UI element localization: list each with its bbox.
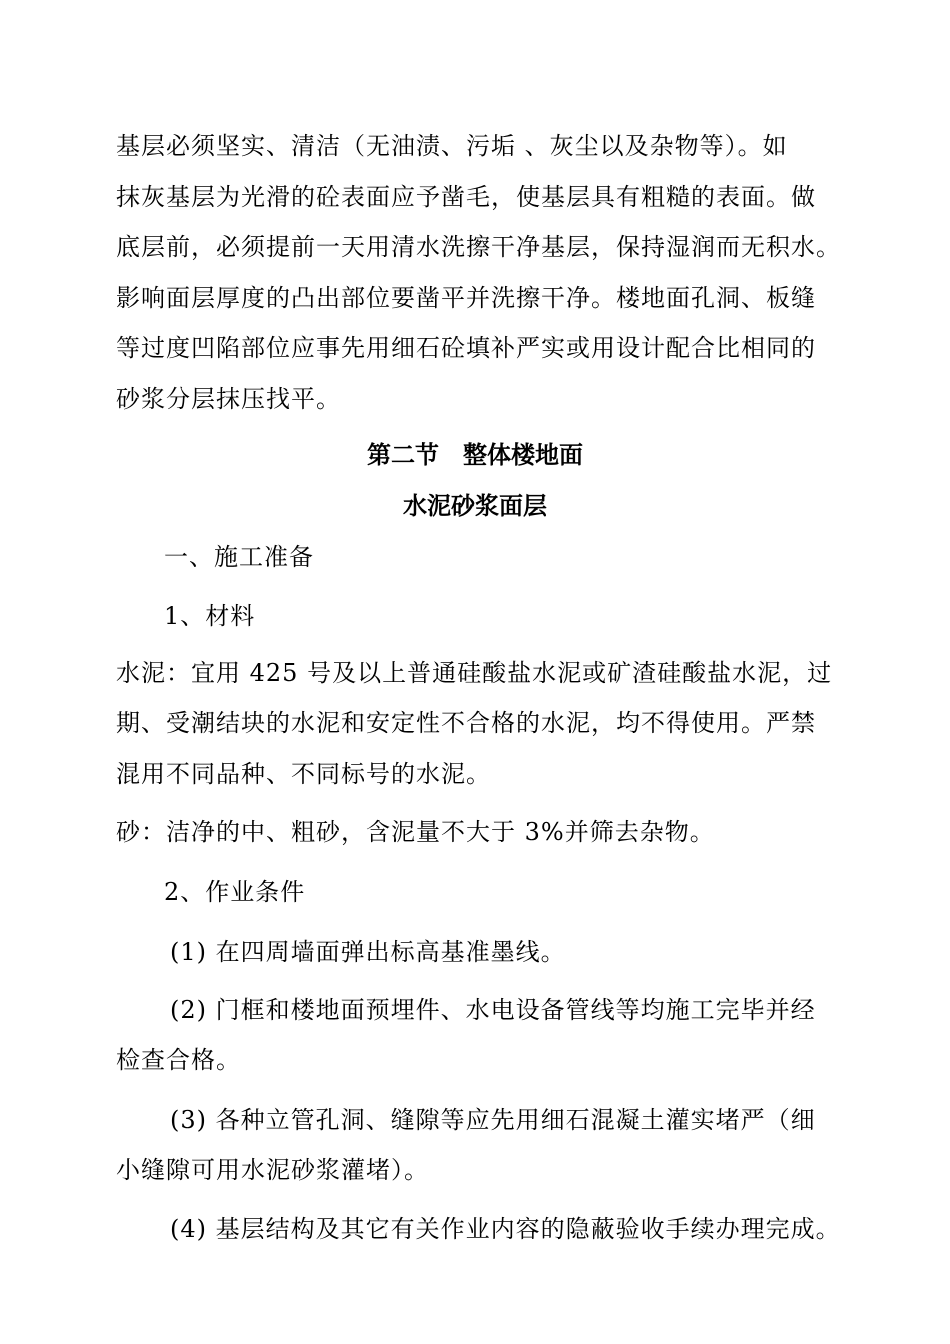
intro-line-5: 等过度凹陷部位应事先用细石砼填补严实或用设计配合比相同的 (116, 334, 816, 362)
intro-line-6: 砂浆分层抹压找平。 (116, 385, 341, 413)
condition-3-line-1: (3) 各种立管孔洞、缝隙等应先用细石混凝土灌实堵严（细 (170, 1106, 816, 1134)
intro-line-3: 底层前，必须提前一天用清水洗擦干净基层，保持湿润而无积水。 (116, 233, 841, 261)
intro-line-2: 抹灰基层为光滑的砼表面应予凿毛，使基层具有粗糙的表面。做 (116, 183, 816, 211)
intro-line-4: 影响面层厚度的凸出部位要凿平并洗擦干净。楼地面孔洞、板缝 (116, 284, 816, 312)
condition-2-line-1: (2) 门框和楼地面预埋件、水电设备管线等均施工完毕并经 (170, 996, 816, 1024)
cement-line-3: 混用不同品种、不同标号的水泥。 (116, 760, 491, 788)
subsection-title: 水泥砂浆面层 (403, 492, 547, 520)
condition-2-line-2: 检查合格。 (116, 1046, 241, 1074)
cement-line-2: 期、受潮结块的水泥和安定性不合格的水泥，均不得使用。严禁 (116, 709, 816, 737)
part1-heading: 一、施工准备 (164, 543, 314, 571)
condition-1: (1) 在四周墙面弹出标高基准墨线。 (170, 938, 566, 966)
condition-4: (4) 基层结构及其它有关作业内容的隐蔽验收手续办理完成。 (170, 1215, 841, 1243)
item1-heading: 1、材料 (164, 602, 256, 630)
sand-line: 砂：洁净的中、粗砂，含泥量不大于 3%并筛去杂物。 (116, 818, 715, 846)
cement-line-1: 水泥：宜用 425 号及以上普通硅酸盐水泥或矿渣硅酸盐水泥，过 (116, 659, 833, 687)
condition-3-line-2: 小缝隙可用水泥砂浆灌堵）。 (116, 1156, 429, 1184)
intro-line-1: 基层必须坚实、清洁（无油渍、污垢 、灰尘以及杂物等）。如 (116, 132, 788, 160)
item2-heading: 2、作业条件 (164, 878, 306, 906)
section-title: 第二节 整体楼地面 (367, 441, 583, 469)
